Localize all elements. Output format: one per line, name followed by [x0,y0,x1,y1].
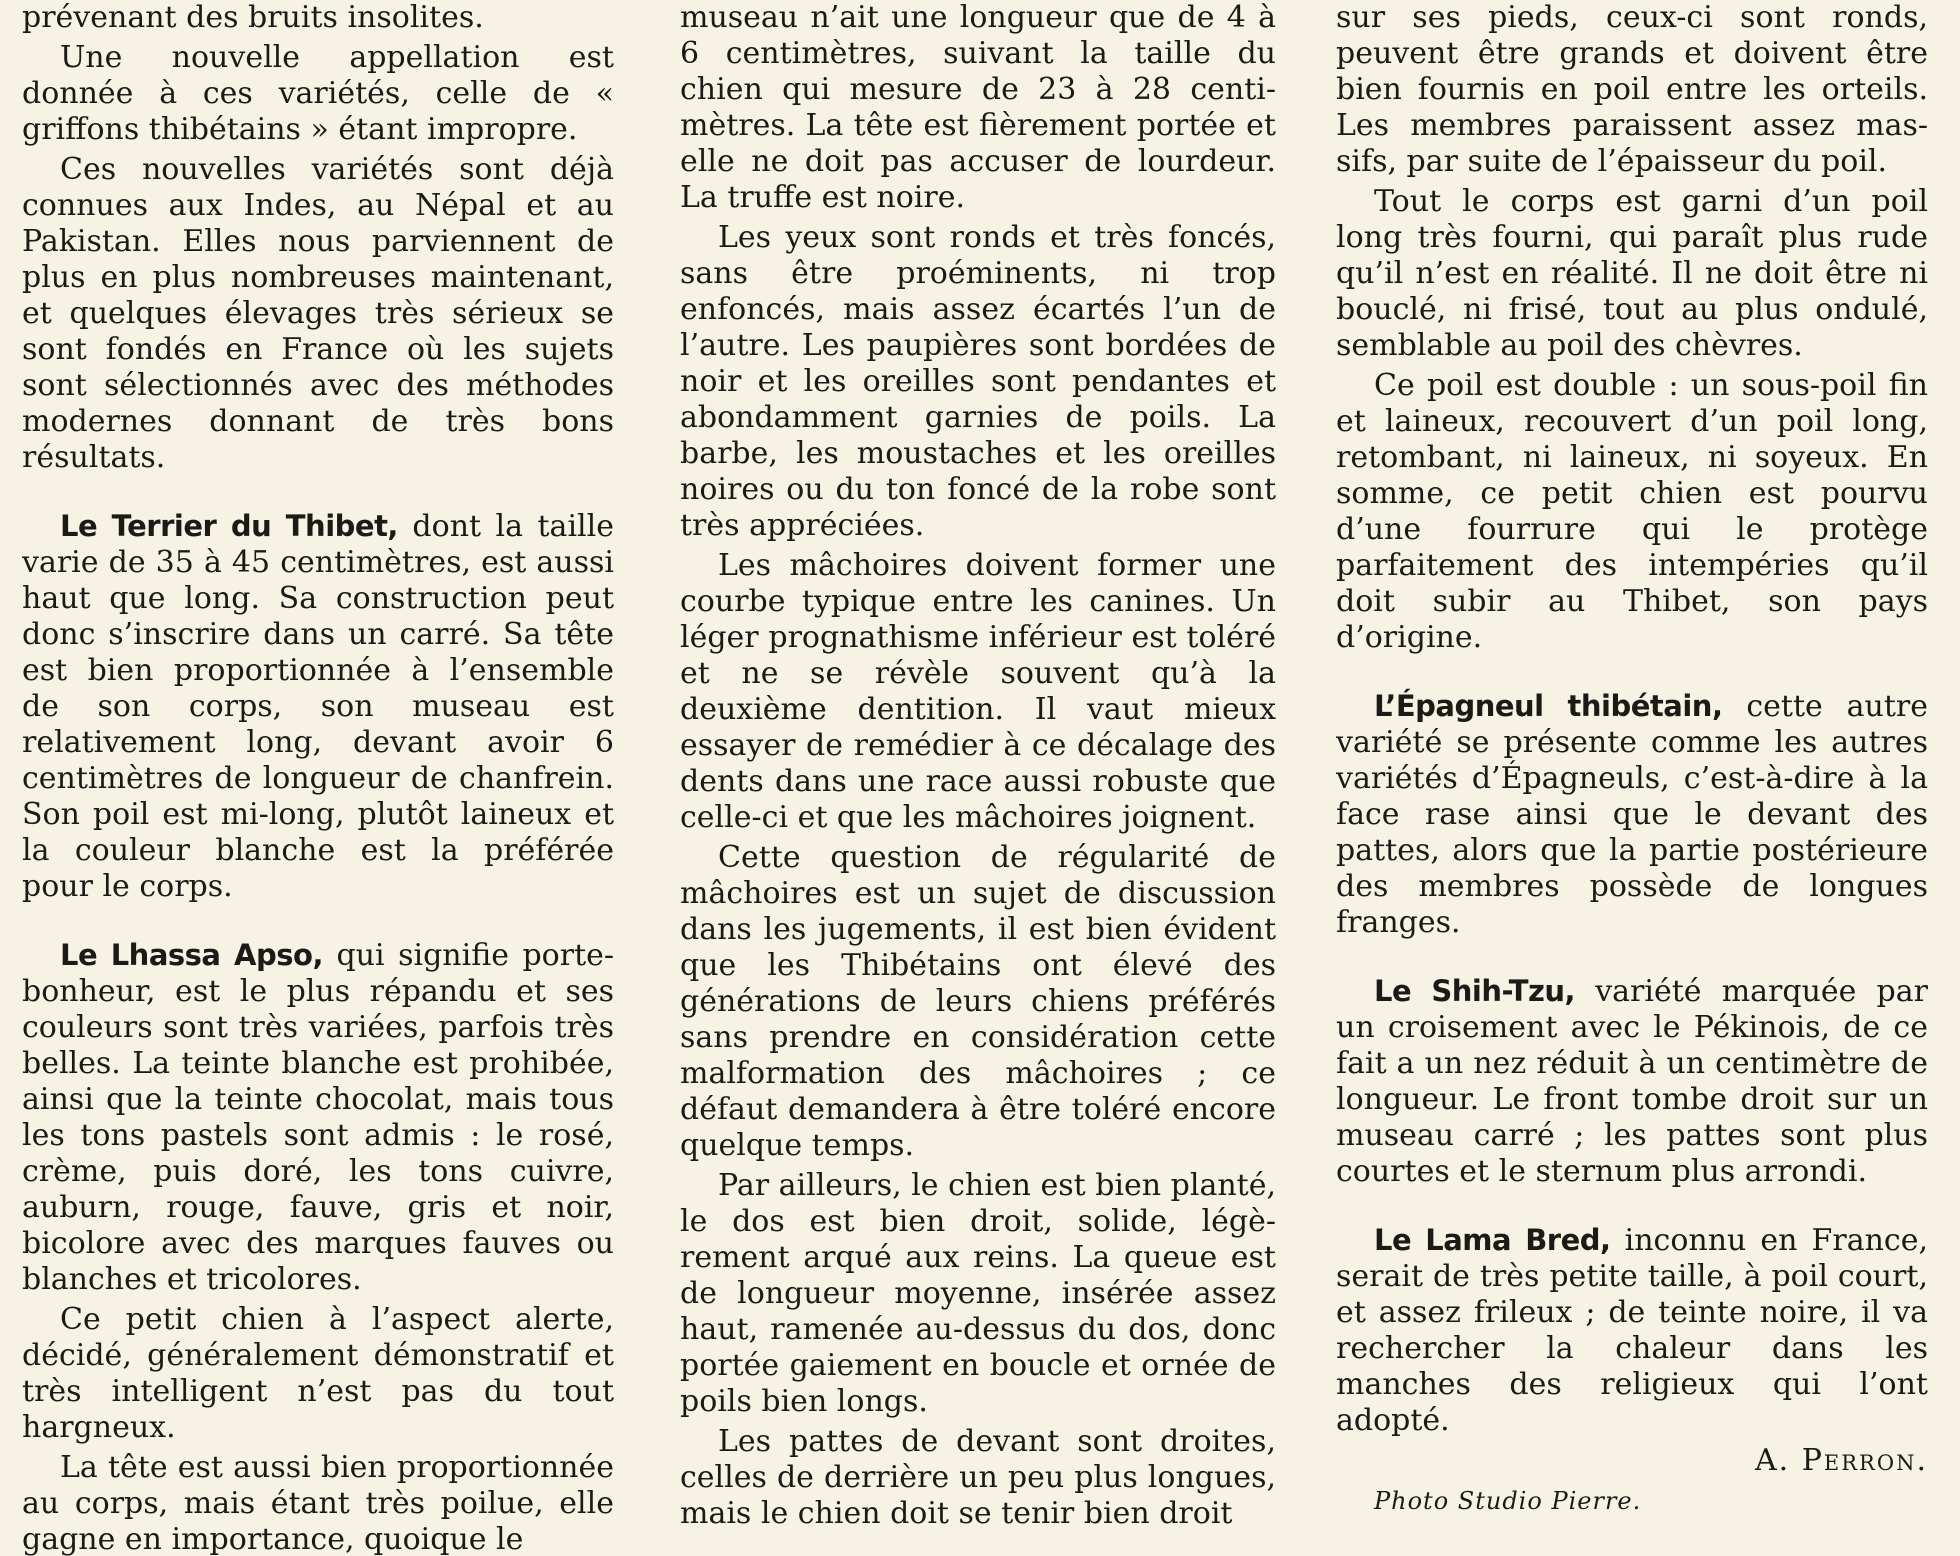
paragraph: Ce poil est double : un sous-poil fin et laineux, recouvert d’un poil long, retombant, ni laineux, ni soyeux. En somme, ce petit chien est pourvu d’une fourrure qui le protège parfaitement des intempéries qu’il doit subir au Thibet, son pays d’origine. [1336,368,1928,655]
paragraph: Les yeux sont ronds et très foncés, sans être proéminents, ni trop enfoncés, mais assez écartés l’un de l’autre. Les paupières sont bordées de noir et les oreilles sont pendantes et abondamment garnies de poils. La barbe, les moustaches et les oreilles noires ou du ton foncé de la robe sont très appréciées. [680,220,1276,543]
paragraph: sur ses pieds, ceux-ci sont ronds, peuvent être grands et doivent être bien fournis en poil entre les orteils. Les membres paraissent assez massifs, par suite de l’épaisseur du poil. [1336,0,1928,179]
author-signature: A. Perron. [1754,1443,1928,1478]
paragraph: Par ailleurs, le chien est bien planté, le dos est bien droit, solide, légèrement arqué aux reins. La queue est de longueur moyenne, insérée assez haut, ramenée au-dessus du dos, donc portée gaiement en boucle et ornée de poils bien longs. [680,1168,1276,1419]
breed-heading: Le Lama Bred, [1374,1223,1611,1257]
breed-heading: Le Terrier du Thibet, [60,509,398,543]
breed-heading: Le Shih-Tzu, [1374,974,1576,1008]
paragraph: Cette question de régularité de mâchoires est un sujet de discussion dans les jugements, il est bien évident que les Thibétains ont élevé des générations de leurs chiens préférés sans prendre en considération cette malformation des mâchoires ; ce défaut demandera à être toléré encore quelque temps. [680,840,1276,1163]
paragraph-epagneul-thibetain: L’Épagneul thibétain, cette autre variété se présente comme les autres variétés d’Épagneuls, c’est-à-dire à la face rase ainsi que le devant des pattes, alors que la partie postérieure des membres possède de longues franges. [1336,689,1928,940]
text-column-2 [680,0,1276,1556]
text-column-1 [22,0,614,1556]
paragraph: museau n’ait une longueur que de 4 à 6 centimètres, suivant la taille du chien qui mesure de 23 à 28 centimètres. La tête est fièrement portée et elle ne doit pas accuser de lourdeur. La truffe est noire. [680,0,1276,215]
paragraph-lhassa-apso: Le Lhassa Apso, qui signifie porte-bonheur, est le plus répandu et ses couleurs sont très variées, parfois très belles. La teinte blanche est prohibée, ainsi que la teinte chocolat, mais tous les tons pastels sont admis : le rosé, crème, puis doré, les tons cuivre, auburn, rouge, fauve, gris et noir, bicolore avec des marques fauves ou blanches et tricolores. [22,938,614,1297]
breed-heading: Le Lhassa Apso, [60,938,323,972]
paragraph-shih-tzu: Le Shih-Tzu, variété marquée par un croisement avec le Pékinois, de ce fait a un nez réduit à un centimètre de longueur. Le front tombe droit sur un museau carré ; les pattes sont plus courtes et le sternum plus arrondi. [1336,974,1928,1189]
paragraph: Ce petit chien à l’aspect alerte, décidé, généralement démonstratif et très intelligent n’est pas du tout hargneux. [22,1302,614,1445]
paragraph: Les mâchoires doivent former une courbe typique entre les canines. Un léger prognathisme inférieur est toléré et ne se révèle souvent qu’à la deuxième dentition. Il vaut mieux essayer de remédier à ce décalage des dents dans une race aussi robuste que celle-ci et que les mâchoires joignent. [680,548,1276,835]
paragraph: Les pattes de devant sont droites, celles de derrière un peu plus longues, mais le chien doit se tenir bien droit [680,1424,1276,1531]
paragraph: La tête est aussi bien proportionnée au corps, mais étant très poilue, elle gagne en importance, quoique le [22,1450,614,1556]
paragraph-lama-bred: Le Lama Bred, inconnu en France, serait de très petite taille, à poil court, et assez frileux ; de teinte noire, il va rechercher la chaleur dans les manches des religieux qui l’ont adopté. [1336,1223,1928,1438]
paragraph: Ces nouvelles variétés sont déjà connues aux Indes, au Népal et au Pakistan. Elles nous parviennent de plus en plus nombreuses maintenant, et quelques élevages très sérieux se sont fondés en France où les sujets sont sélectionnés avec des méthodes modernes donnant de très bons résultats. [22,152,614,475]
text-column-3 [1336,0,1928,1556]
paragraph: prévenant des bruits insolites. [22,0,484,35]
paragraph-terrier-du-thibet: Le Terrier du Thibet, dont la taille varie de 35 à 45 centimètres, est aussi haut que long. Sa construction peut donc s’inscrire dans un carré. Sa tête est bien proportionnée à l’ensemble de son corps, son museau est relativement long, devant avoir 6 centimètres de longueur de chanfrein. Son poil est mi-long, plutôt laineux et la couleur blanche est la préférée pour le corps. [22,509,614,904]
photo-credit: Photo Studio Pierre. [1374,1487,1642,1515]
paragraph: Tout le corps est garni d’un poil long très fourni, qui paraît plus rude qu’il n’est en réalité. Il ne doit être ni bouclé, ni frisé, tout au plus ondulé, semblable au poil des chèvres. [1336,184,1928,363]
paragraph: Une nouvelle appellation est donnée à ces variétés, celle de « griffons thibétains » étant impropre. [22,40,614,147]
breed-heading: L’Épagneul thibétain, [1374,689,1723,723]
